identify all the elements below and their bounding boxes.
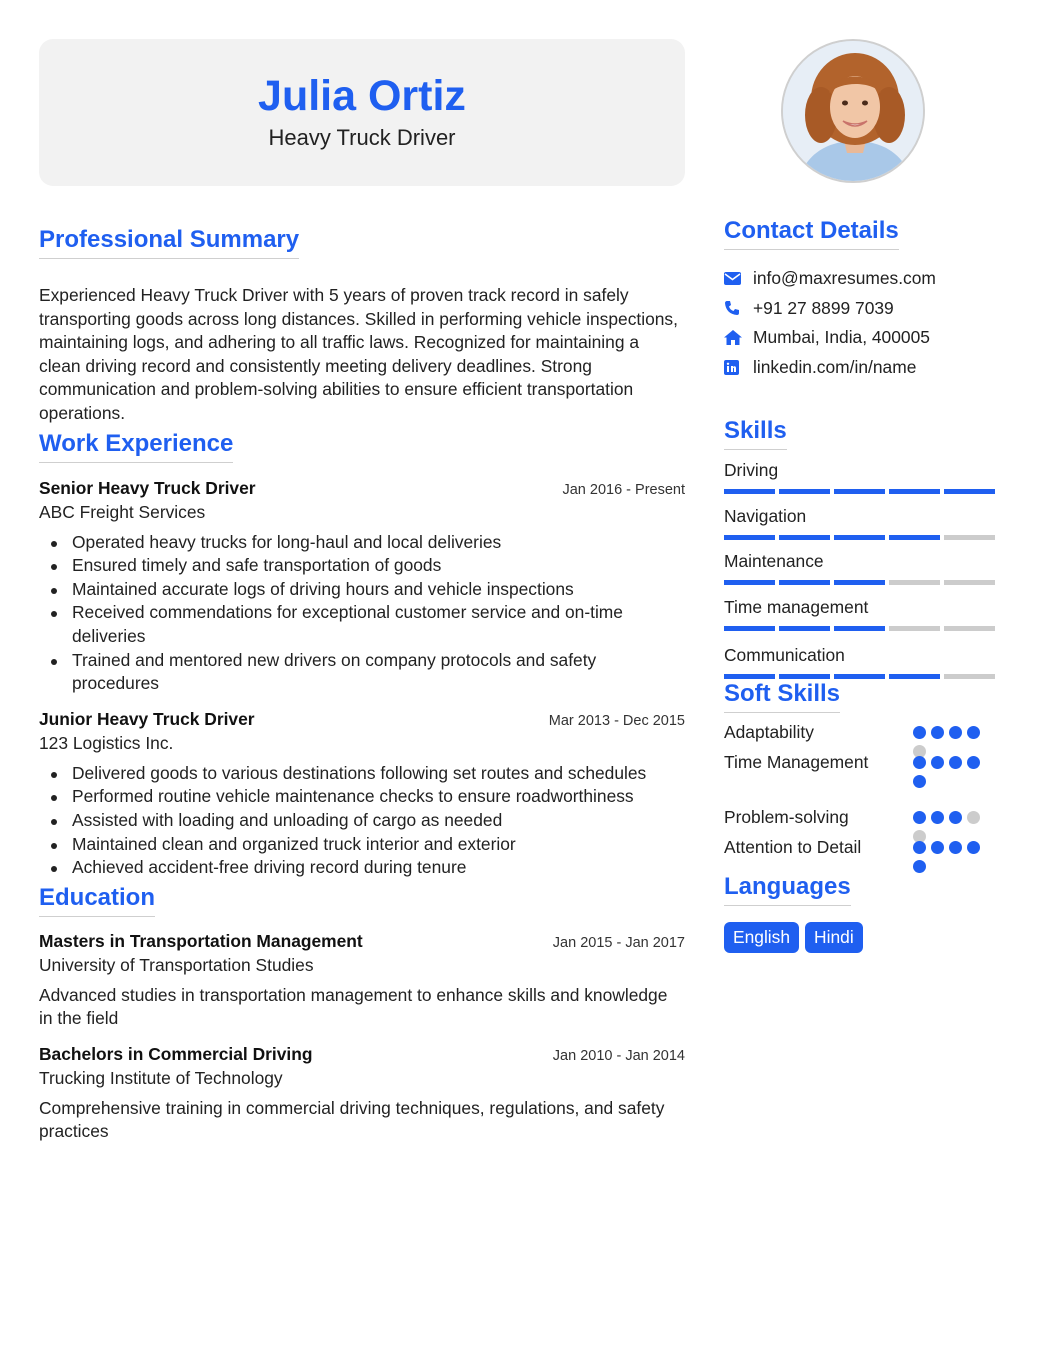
soft-skill-rating: [913, 756, 985, 788]
skill-level-segment: [834, 489, 885, 494]
job-date: Mar 2013 - Dec 2015: [548, 712, 685, 729]
school-name: Trucking Institute of Technology: [39, 1067, 283, 1088]
skill-level-bar: [724, 626, 1004, 631]
rating-dot: [913, 756, 926, 769]
skill-item: [724, 644, 1004, 679]
envelope-icon: [724, 270, 753, 288]
skills-section: [724, 416, 1004, 679]
skill-level-segment: [724, 535, 775, 540]
rating-dot: [931, 811, 944, 824]
rating-dot: [967, 841, 980, 854]
skill-level-segment: [834, 535, 885, 540]
experience-section: [39, 429, 685, 880]
rating-dot: [913, 775, 926, 788]
education-description: Comprehensive training in commercial driving techniques, regulations, and safety practices: [39, 1097, 665, 1142]
skill-level-segment: [834, 580, 885, 585]
soft-skill-item: [724, 722, 1004, 752]
skill-level-segment: [889, 535, 940, 540]
skill-item: [724, 596, 1004, 631]
skill-level-segment: [779, 580, 830, 585]
skill-level-segment: [779, 489, 830, 494]
summary-heading: Professional Summary: [39, 225, 299, 259]
list-item: Operated heavy trucks for long-haul and local deliveries: [39, 531, 685, 555]
list-item: Maintained clean and organized truck interior and exterior: [39, 833, 685, 857]
languages-section: [724, 872, 1004, 953]
education-entry: [39, 1044, 685, 1144]
education-date: Jan 2015 - Jan 2017: [552, 934, 685, 951]
degree-title: Masters in Transportation Management: [39, 930, 363, 951]
rating-dot: [949, 811, 962, 824]
languages-list: [724, 922, 1004, 953]
summary-section: [39, 225, 685, 426]
skill-level-segment: [889, 626, 940, 631]
rating-dot: [931, 841, 944, 854]
contact-email: [724, 264, 1004, 294]
rating-dot: [931, 756, 944, 769]
contact-address: [724, 323, 1004, 353]
skill-level-bar: [724, 489, 1004, 494]
rating-dot: [913, 841, 926, 854]
skill-level-segment: [779, 626, 830, 631]
skill-level-segment: [779, 535, 830, 540]
email-link[interactable]: info@maxresumes.com: [753, 268, 936, 289]
candidate-title: Heavy Truck Driver: [268, 125, 456, 150]
education-section: [39, 883, 685, 1144]
list-item: Ensured timely and safe transportation of goods: [39, 554, 685, 578]
skill-name: Driving: [724, 460, 779, 480]
list-item: Maintained accurate logs of driving hours and vehicle inspections: [39, 578, 685, 602]
linkedin-link[interactable]: linkedin.com/in/name: [753, 356, 917, 377]
candidate-name: Julia Ortiz: [258, 72, 466, 120]
experience-heading: Work Experience: [39, 429, 233, 463]
skill-level-segment: [889, 489, 940, 494]
job-date: Jan 2016 - Present: [562, 481, 685, 498]
list-item: Received commendations for exceptional customer service and on-time deliveries: [39, 601, 685, 648]
phone-number[interactable]: +91 27 8899 7039: [753, 297, 894, 318]
soft-skill-name: Time Management: [724, 752, 869, 772]
skill-name: Navigation: [724, 506, 807, 526]
skill-name: Time management: [724, 597, 869, 617]
language-tag: Hindi: [805, 922, 863, 953]
skill-level-segment: [944, 580, 995, 585]
skill-level-segment: [724, 626, 775, 631]
rating-dot: [913, 811, 926, 824]
soft-skill-item: [724, 807, 1004, 837]
contact-linkedin: [724, 353, 1004, 383]
job-bullets: [39, 762, 685, 880]
list-item: Trained and mentored new drivers on company protocols and safety procedures: [39, 649, 685, 696]
job-title: Junior Heavy Truck Driver: [39, 708, 255, 729]
list-item: Assisted with loading and unloading of cargo as needed: [39, 809, 685, 833]
contact-section: [724, 216, 1004, 382]
linkedin-icon: [724, 358, 753, 376]
skill-level-segment: [944, 535, 995, 540]
portrait-icon: [783, 41, 925, 183]
languages-heading: Languages: [724, 872, 851, 906]
soft-skills-section: [724, 679, 1004, 867]
rating-dot: [967, 726, 980, 739]
job-title: Senior Heavy Truck Driver: [39, 477, 256, 498]
skill-item: [724, 550, 1004, 585]
rating-dot: [931, 726, 944, 739]
skill-level-segment: [834, 626, 885, 631]
soft-skill-item: [724, 837, 1004, 867]
rating-dot: [949, 726, 962, 739]
rating-dot: [949, 756, 962, 769]
skills-list: [724, 459, 1004, 679]
soft-skill-name: Attention to Detail: [724, 837, 862, 857]
soft-skill-name: Adaptability: [724, 722, 814, 742]
soft-skill-rating: [913, 841, 985, 873]
summary-text: Experienced Heavy Truck Driver with 5 years of proven track record in safely transporting goods across long distances. Skilled in performing vehicle inspections, maintaining logs, and adhering to all traffic laws. Recognized for maintaining a clean driving record and consistently meeting delivery deadlines. Strong communication and problem-solving abilities to ensure efficient transportation operations.: [39, 285, 678, 423]
job-bullets: [39, 531, 685, 696]
header-card: [39, 39, 685, 186]
list-item: Achieved accident-free driving record during tenure: [39, 856, 685, 880]
rating-dot: [913, 726, 926, 739]
skill-level-bar: [724, 580, 1004, 585]
profile-photo: [781, 39, 925, 183]
list-item: Delivered goods to various destinations following set routes and schedules: [39, 762, 685, 786]
rating-dot: [967, 756, 980, 769]
skill-level-segment: [889, 580, 940, 585]
skill-item: [724, 459, 1004, 494]
skill-level-segment: [944, 489, 995, 494]
soft-skill-name: Problem-solving: [724, 807, 849, 827]
soft-skills-list: [724, 722, 1004, 867]
phone-icon: [724, 299, 753, 317]
skill-level-bar: [724, 535, 1004, 540]
soft-skills-heading: Soft Skills: [724, 679, 840, 713]
degree-title: Bachelors in Commercial Driving: [39, 1043, 313, 1064]
job-entry: [39, 478, 685, 696]
rating-dot: [967, 811, 980, 824]
education-date: Jan 2010 - Jan 2014: [552, 1047, 685, 1064]
soft-skill-item: [724, 752, 1004, 807]
skill-level-segment: [944, 626, 995, 631]
job-company: ABC Freight Services: [39, 501, 206, 522]
language-tag: English: [724, 922, 799, 953]
home-icon: [724, 329, 753, 347]
school-name: University of Transportation Studies: [39, 954, 314, 975]
contact-phone: [724, 294, 1004, 324]
education-description: Advanced studies in transportation management to enhance skills and knowledge in the field: [39, 984, 668, 1029]
list-item: Performed routine vehicle maintenance checks to ensure roadworthiness: [39, 785, 685, 809]
job-company: 123 Logistics Inc.: [39, 732, 174, 753]
skills-heading: Skills: [724, 416, 787, 450]
skill-item: [724, 505, 1004, 540]
main-column: [39, 39, 685, 1144]
skill-name: Communication: [724, 645, 845, 665]
contact-heading: Contact Details: [724, 216, 899, 250]
education-entry: [39, 931, 685, 1031]
skill-level-segment: [724, 489, 775, 494]
education-heading: Education: [39, 883, 155, 917]
rating-dot: [949, 841, 962, 854]
skill-level-segment: [724, 580, 775, 585]
skill-name: Maintenance: [724, 551, 824, 571]
address-text: Mumbai, India, 400005: [753, 327, 930, 348]
job-entry: [39, 709, 685, 880]
